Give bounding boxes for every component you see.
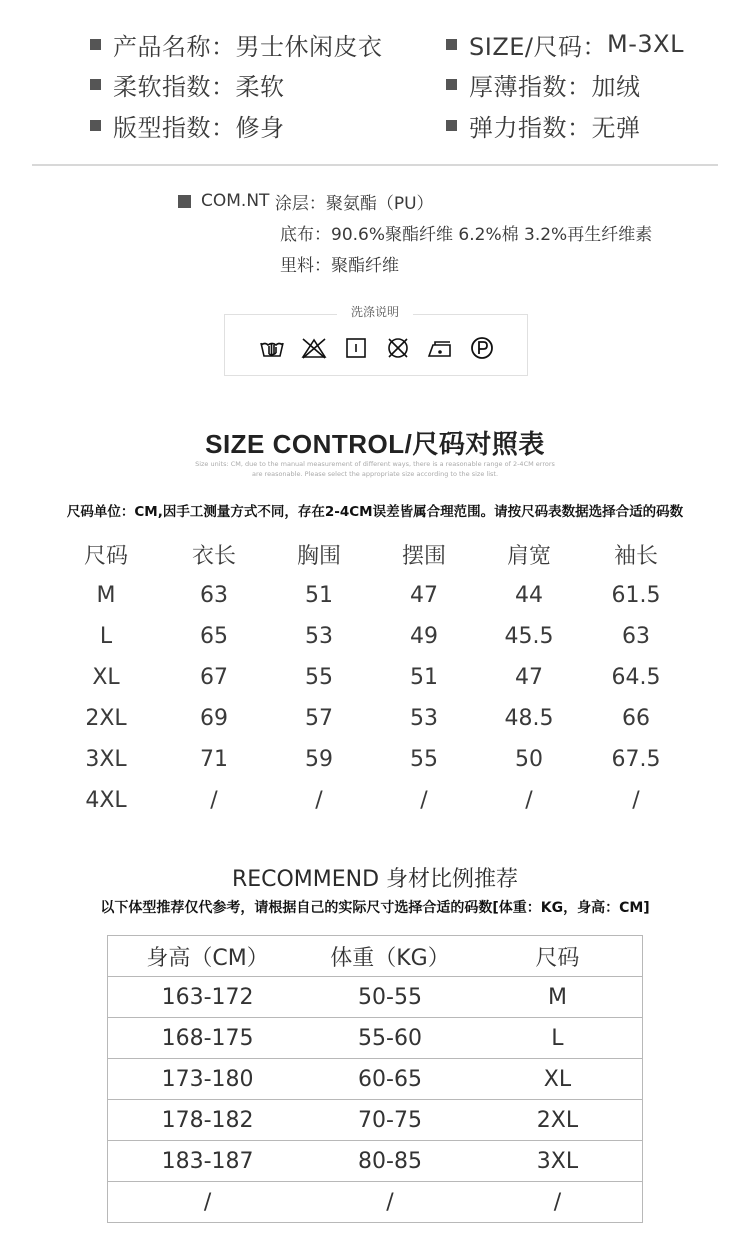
spec-label: 厚薄指数： (469, 72, 592, 101)
spec-thickness (446, 67, 641, 101)
spec-value: 男士休闲皮衣 (235, 32, 383, 61)
size-control-title: SIZE CONTROL/尺码对照表 (205, 429, 545, 459)
table-cell: / (420, 788, 428, 813)
table-row (60, 575, 700, 616)
table-cell: 44 (515, 583, 543, 608)
table-row (108, 1100, 643, 1141)
table-cell: 47 (410, 583, 438, 608)
subtitle-line-1: Size units: CM, due to the manual measurement of different ways, there is a reasonable range of 2-4CM errors (195, 460, 555, 468)
header-cell: 肩宽 (506, 544, 551, 569)
size-chart-table (60, 534, 700, 821)
table-row (60, 780, 700, 821)
table-cell: 70-75 (307, 1100, 473, 1141)
bullet-square-icon (90, 39, 101, 50)
table-cell: / (525, 788, 533, 813)
table-cell: 59 (305, 747, 333, 772)
table-row (60, 698, 700, 739)
table-row (60, 739, 700, 780)
washing-icons (258, 334, 496, 362)
table-row (108, 1018, 643, 1059)
hand-wash-icon (258, 334, 286, 362)
dry-clean-p-icon (468, 334, 496, 362)
spec-softness (90, 67, 285, 101)
bullet-square-icon (446, 39, 457, 50)
spec-value: 加绒 (591, 72, 641, 101)
no-bleach-icon (300, 334, 328, 362)
recommend-header (108, 936, 643, 977)
table-row (60, 657, 700, 698)
table-cell: 47 (515, 665, 543, 690)
spec-fit (90, 108, 285, 142)
material-lining (280, 250, 399, 276)
spec-label: 弹力指数： (469, 113, 592, 142)
table-row (108, 1141, 643, 1182)
spec-value: 无弹 (591, 113, 641, 142)
spec-size-range (446, 27, 684, 61)
material-coating (178, 188, 434, 214)
table-cell: / (315, 788, 323, 813)
header-cell: 尺码 (83, 544, 128, 569)
table-cell: 71 (200, 747, 228, 772)
material-value: 聚酯纤维 (331, 255, 399, 276)
table-cell: 3XL (85, 747, 127, 772)
size-chart-header (60, 534, 700, 575)
table-cell: / (632, 788, 640, 813)
table-cell: 53 (410, 706, 438, 731)
bullet-square-icon (446, 79, 457, 90)
table-cell: / (108, 1182, 308, 1223)
table-row (108, 1059, 643, 1100)
table-cell: M (96, 583, 116, 608)
spec-elasticity (446, 108, 641, 142)
table-cell: / (307, 1182, 473, 1223)
bullet-square-icon (90, 79, 101, 90)
material-label: 涂层： (274, 193, 326, 214)
size-control-subtitle (0, 459, 750, 479)
table-cell: 51 (305, 583, 333, 608)
table-cell: / (473, 1182, 643, 1223)
spec-label: SIZE/尺码： (469, 32, 608, 61)
material-label: 底布： (280, 224, 331, 245)
table-cell: 53 (305, 624, 333, 649)
no-tumble-dry-icon (384, 334, 412, 362)
spec-label: 版型指数： (113, 113, 236, 142)
table-cell: 2XL (473, 1100, 643, 1141)
recommend-title: RECOMMEND 身材比例推荐 (231, 867, 519, 892)
bullet-square-icon (90, 120, 101, 131)
table-cell: 50-55 (307, 977, 473, 1018)
table-cell: 168-175 (108, 1018, 308, 1059)
material-prefix: COM.NT (201, 191, 270, 211)
header-cell: 身高（CM） (146, 945, 269, 971)
table-cell: 163-172 (108, 977, 308, 1018)
table-cell: 60-65 (307, 1059, 473, 1100)
spec-product-name (90, 27, 383, 61)
tumble-dry-icon (342, 334, 370, 362)
table-cell: M (473, 977, 643, 1018)
table-cell: XL (92, 665, 120, 690)
header-cell: 体重（KG） (330, 945, 450, 971)
material-value: 90.6%聚酯纤维 6.2%棉 3.2%再生纤维素 (331, 224, 653, 245)
table-row (60, 616, 700, 657)
bullet-square-icon (446, 120, 457, 131)
table-cell: / (210, 788, 218, 813)
table-cell: 4XL (85, 788, 127, 813)
table-cell: 67.5 (611, 747, 661, 772)
table-cell: 61.5 (611, 583, 661, 608)
table-cell: 63 (622, 624, 650, 649)
header-cell: 衣长 (191, 544, 236, 569)
header-cell: 胸围 (296, 544, 341, 569)
size-unit-notice: 尺码单位：CM,因手工测量方式不同，存在2-4CM误差皆属合理范围。请按尺码表数据选择合适的码数 (66, 504, 684, 520)
spec-value: 修身 (235, 113, 285, 142)
bullet-square-icon (178, 195, 191, 208)
table-cell: 2XL (85, 706, 127, 731)
recommend-table (107, 935, 643, 1223)
table-cell: L (99, 624, 113, 649)
table-cell: 50 (515, 747, 543, 772)
header-cell: 尺码 (535, 945, 580, 971)
table-cell: 55 (410, 747, 438, 772)
table-cell: 49 (410, 624, 438, 649)
table-cell: 63 (200, 583, 228, 608)
washing-title: 洗涤说明 (337, 304, 413, 320)
table-cell: L (473, 1018, 643, 1059)
table-cell: XL (473, 1059, 643, 1100)
iron-low-icon (426, 334, 454, 362)
table-cell: 57 (305, 706, 333, 731)
material-value: 聚氨酯（PU） (325, 193, 434, 214)
table-cell: 48.5 (504, 706, 554, 731)
table-cell: 64.5 (611, 665, 661, 690)
header-cell: 袖长 (613, 544, 658, 569)
spec-value: M-3XL (607, 30, 684, 58)
recommend-subtitle: 以下体型推荐仅代参考，请根据自己的实际尺寸选择合适的码数[体重：KG，身高：CM] (100, 900, 650, 916)
table-cell: 3XL (473, 1141, 643, 1182)
table-cell: 173-180 (108, 1059, 308, 1100)
material-label: 里料： (280, 255, 331, 276)
table-cell: 55 (305, 665, 333, 690)
spec-value: 柔软 (235, 72, 285, 101)
table-cell: 178-182 (108, 1100, 308, 1141)
table-cell: 45.5 (504, 624, 554, 649)
table-cell: 69 (200, 706, 228, 731)
table-cell: 65 (200, 624, 228, 649)
spec-label: 柔软指数： (113, 72, 236, 101)
table-cell: 80-85 (307, 1141, 473, 1182)
table-cell: 66 (622, 706, 650, 731)
table-row (108, 1182, 643, 1223)
spec-label: 产品名称： (113, 32, 236, 61)
header-cell: 摆围 (401, 544, 446, 569)
section-divider (32, 164, 718, 166)
table-row (108, 977, 643, 1018)
material-base-fabric (280, 219, 652, 245)
table-cell: 67 (200, 665, 228, 690)
subtitle-line-2: are reasonable. Please select the appropriate size according to the size list. (251, 470, 499, 478)
table-cell: 55-60 (307, 1018, 473, 1059)
table-cell: 51 (410, 665, 438, 690)
table-cell: 183-187 (108, 1141, 308, 1182)
